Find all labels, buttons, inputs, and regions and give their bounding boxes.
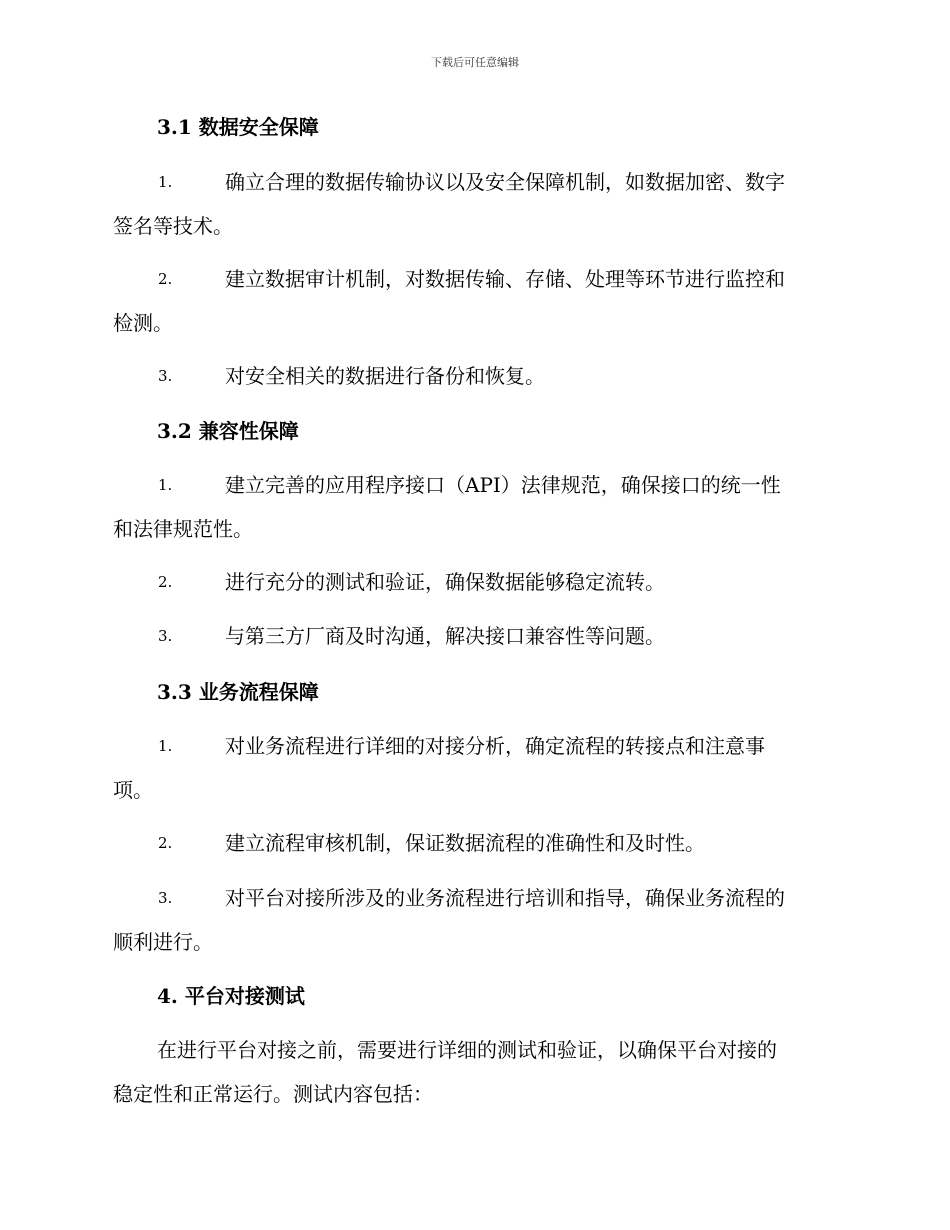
list-item-3-3-2 [113, 821, 835, 865]
list-item-3-2-2 [113, 560, 835, 604]
list-item-3-1-1 [113, 160, 835, 248]
list-item-text-continued: 检测。 [113, 311, 173, 335]
list-item-3-2-1 [113, 463, 835, 551]
paragraph-text-continued: 稳定性和正常运行。测试内容包括： [113, 1082, 433, 1106]
section-heading-4: 4. 平台对接测试 [157, 984, 305, 1008]
list-number: 1. [158, 476, 173, 494]
list-item-text: 建立完善的应用程序接口（API）法律规范，确保接口的统一性 [225, 473, 781, 497]
paragraph-text: 在进行平台对接之前，需要进行详细的测试和验证，以确保平台对接的 [157, 1038, 777, 1062]
list-item-3-3-1 [113, 724, 835, 812]
list-item-text: 确立合理的数据传输协议以及安全保障机制，如数据加密、数字 [225, 170, 785, 194]
section-heading-3-2: 3.2 兼容性保障 [157, 419, 299, 443]
list-item-text: 与第三方厂商及时沟通，解决接口兼容性等问题。 [225, 624, 665, 648]
list-item-text: 建立流程审核机制，保证数据流程的准确性和及时性。 [225, 831, 705, 855]
list-number: 3. [158, 889, 173, 907]
list-number: 1. [158, 737, 173, 755]
list-number: 1. [158, 173, 173, 191]
list-item-3-3-3 [113, 876, 835, 964]
list-number: 2. [158, 270, 173, 288]
list-item-text: 对安全相关的数据进行备份和恢复。 [225, 364, 545, 388]
list-number: 2. [158, 834, 173, 852]
list-item-3-1-2 [113, 257, 835, 345]
list-item-text: 对平台对接所涉及的业务流程进行培训和指导，确保业务流程的 [225, 886, 785, 910]
list-item-text: 进行充分的测试和验证，确保数据能够稳定流转。 [225, 570, 665, 594]
list-item-text: 建立数据审计机制，对数据传输、存储、处理等环节进行监控和 [225, 267, 785, 291]
list-number: 2. [158, 573, 173, 591]
section-heading-3-1: 3.1 数据安全保障 [157, 115, 319, 139]
section-heading-3-3: 3.3 业务流程保障 [157, 680, 319, 704]
list-item-3-1-3 [113, 354, 835, 398]
list-item-text-continued: 和法律规范性。 [113, 517, 253, 541]
list-item-text: 对业务流程进行详细的对接分析，确定流程的转接点和注意事 [225, 734, 765, 758]
page-header: 下载后可任意编辑 [431, 56, 519, 69]
list-item-text-continued: 项。 [113, 778, 153, 802]
body-paragraph [113, 1028, 835, 1116]
list-item-3-2-3 [113, 614, 835, 658]
list-number: 3. [158, 367, 173, 385]
list-number: 3. [158, 627, 173, 645]
list-item-text-continued: 签名等技术。 [113, 214, 233, 238]
list-item-text-continued: 顺利进行。 [113, 930, 213, 954]
